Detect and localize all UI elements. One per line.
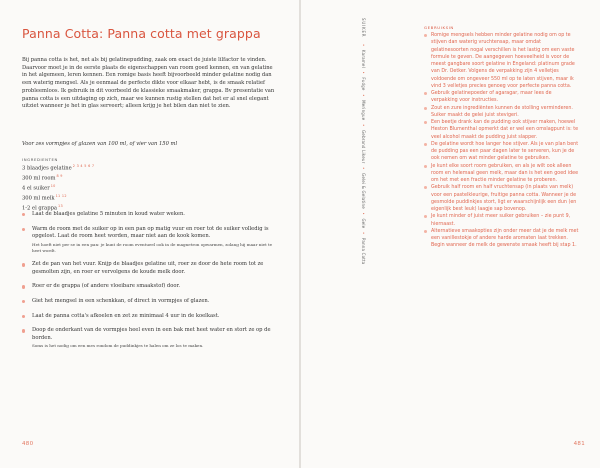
- bullet-dot-icon: [22, 300, 25, 303]
- intro-paragraph: Bij panna cotta is het, net als bij gelatinepudding, zaak om exact de juiste lilfactor te vinden. Daarvoor moet je in de eerste plaats de eigenschappen van room goed kennen, en van gelatine in het algemeen, leren kennen. Een romige basis heeft bijvoorbeeld minder gelatine nodig dan een waterig mengsel. Als je eenmaal de perfecte dikte voor elkaar hebt, is de smaak relatief probleemloos. Ik gebruik in dit voorbeeld de klassieke smaakmaker, grappa. Bv presentatie van panna cotta is een uitdaging op zich, maar we kunnen rustig stellen dat het er al snel elegant uitziet wanneer je het in glas serveert; alleen krijg je het bilen dan niet te zien.: [22, 57, 275, 110]
- variation-item: [424, 32, 579, 90]
- ingredient-text: 1-2 el grappa: [22, 205, 58, 212]
- method-step: [22, 261, 278, 276]
- variation-text: Zout en zure ingrediënten kunnen de stolling verminderen. Suiker maakt de gelei juist stevigeri.: [431, 105, 573, 118]
- step-text: Roer er de grappa (of andere vloeibare smaakstof) door.: [32, 283, 181, 290]
- chapter-heading: SUIKER: [361, 18, 366, 38]
- ingredient-item: [22, 193, 94, 203]
- ingredient-ref: 2 3 4 5 6 7: [72, 164, 95, 168]
- step-text: Zet de pan van het vuur. Knijp de blaadjes gelatine uit, roer ze door de hete room tot ze gesmolten zijn, en roer er vervolgens de koude melk door.: [32, 261, 264, 275]
- separator-dot-icon: •: [361, 94, 366, 97]
- method-step: [22, 313, 278, 321]
- bullet-dot-icon: [424, 121, 427, 124]
- variation-item: [424, 90, 579, 105]
- bullet-dot-icon: [22, 263, 25, 266]
- ingredient-item: [22, 173, 94, 183]
- method-step: [22, 283, 278, 291]
- variations-list: [424, 32, 579, 250]
- ingredient-ref: 10: [50, 183, 56, 188]
- separator-dot-icon: •: [361, 231, 366, 235]
- chapter-nav-item: Meringue: [361, 100, 366, 121]
- chapter-nav-item: Panna Cotta: [361, 237, 366, 265]
- chapter-nav-item: Gebrand Likeur: [361, 129, 366, 164]
- variation-item: [424, 141, 579, 163]
- page-title: Panna Cotta: Panna cotta met grappa: [22, 26, 261, 41]
- variation-item: [424, 163, 579, 185]
- step-tip: Soms is het nodig om een mes rondom de puddinkjes te halen om ze los te maken.: [32, 343, 204, 349]
- variation-text: Gebruik half room en half vruchtensap (in plaats van melk) voor een pastelkleurige, fruitige panna cotta. Wanneer je de gesmolde puddinkjes stort, ligt er waarschijnlijk een dun (en eigenlijk best leuk) laagje sap bovenop.: [431, 185, 577, 212]
- ingredient-item: [22, 163, 94, 173]
- variation-text: Een beetje drank kan de pudding ook stijver maken, hoewel Heston Blumenthal opmerkt dat er wel een omslagpunt is: te veel alcohol maakt de pudding juist slapper.: [431, 120, 579, 140]
- variation-item: [424, 119, 579, 141]
- ingredient-ref: 8 9: [56, 173, 63, 178]
- bullet-dot-icon: [424, 215, 427, 218]
- variation-text: De gelatine wordt hoe langer hoe stijver. Als je van plan bent de pudding pas een paar dagen later te serveren, kun je de ook nemen om wat minder gelatine te gebruiken.: [431, 141, 579, 162]
- method-step: [22, 327, 278, 349]
- method-steps: [22, 211, 278, 357]
- variation-item: [424, 105, 579, 120]
- bullet-dot-icon: [22, 285, 25, 288]
- bullet-dot-icon: [424, 107, 427, 110]
- step-tip: Het hoeft niet per se in een pan: je kunt de room eventueel ook in de magnetron opwarmen, zolang hij maar niet te heet wordt.: [32, 241, 273, 253]
- bullet-dot-icon: [424, 34, 427, 37]
- serving-note: Voor zes vormpjes of glazen van 100 ml, of vier van 150 ml: [22, 141, 178, 147]
- bullet-dot-icon: [424, 186, 427, 189]
- ingredients-heading: INGREDIENTEN: [22, 157, 58, 162]
- variation-item: [424, 184, 579, 213]
- step-text: Giet het mengsel in een schenkkan, of direct in vormpjes of glazen.: [32, 297, 210, 304]
- bullet-dot-icon: [424, 165, 427, 168]
- variation-text: Je kunt minder of juist meer suiker gebruiken – zie punt 9, hiernaast.: [431, 214, 571, 227]
- chapter-nav-item: Gele: [361, 218, 366, 229]
- separator-dot-icon: •: [361, 43, 366, 47]
- separator-dot-icon: •: [361, 166, 366, 170]
- separator-dot-icon: •: [361, 212, 366, 215]
- ingredient-item: [22, 183, 94, 193]
- ingredient-text: 300 ml melk: [22, 195, 55, 202]
- variation-text: Romige mengsels hebben minder gelatine nodig om op te stijven dan waterig vruchtensap, maar omdat gelatinesoorten nogal verschillen is het lastig om een vaste formule te geven. De aangegeven hoeveelheid is voor de meest gangbare soort gelatine in Engeland: platinum grade van Dr. Oetker. Volgens de verpakking zijn 4 velletjes voldoende om ongeveer 550 ml op te laten stijven, maar ik vind 3 velletjes precies genoeg voor perfecte panna cotta.: [431, 33, 575, 89]
- step-text: Laat de panna cotta's afkoelen en zet ze minimaal 4 uur in de koelkast.: [32, 312, 220, 319]
- bullet-dot-icon: [424, 92, 427, 95]
- bullet-dot-icon: [22, 329, 25, 332]
- method-step: [22, 298, 278, 306]
- ingredients-list: [22, 163, 94, 213]
- bullet-dot-icon: [22, 315, 25, 318]
- page-number-right: 481: [573, 441, 585, 447]
- page-number-left: 480: [22, 441, 34, 447]
- method-step: [22, 226, 278, 255]
- left-page: [0, 0, 299, 468]
- ingredient-ref: 13: [58, 203, 63, 208]
- bullet-dot-icon: [22, 213, 25, 216]
- separator-dot-icon: •: [361, 123, 366, 127]
- step-text: Doop de onderkant van de vormpjes heel even in een bak met heet water en stort ze op de borden.: [32, 327, 271, 341]
- variations-heading: GEBRUIKSIN: [424, 25, 454, 30]
- ingredient-ref: 11 12: [55, 193, 67, 198]
- chapter-nav-item: Gelei & Gelatine: [361, 173, 366, 209]
- chapter-navigation-strip: [359, 18, 368, 265]
- bullet-dot-icon: [424, 230, 427, 233]
- bullet-dot-icon: [424, 143, 427, 146]
- ingredient-text: 4 el suiker: [22, 185, 50, 192]
- method-step: [22, 211, 278, 219]
- variation-item: [424, 228, 579, 250]
- step-text: Warm de room met de suiker op in een pan op matig vuur en roer tot de suiker volledig is opgelost. Laat de room heet worden, maar niet aan de kook komen.: [32, 225, 269, 240]
- variation-text: Gebruik gelatinepoeder of agaragar, maar lees de verpakking voor instructies.: [431, 91, 552, 104]
- variation-item: [424, 213, 579, 228]
- variation-text: Je kunt elke soort room gebruiken, en als je wilt ook alleen room en helemaal geen melk, maar dan is het een goed idee om het met een fractie minder gelatine te proberen.: [431, 163, 579, 183]
- chapter-nav-item: Fudge: [361, 77, 366, 91]
- step-text: Laat de blaadjes gelatine 5 minuten in koud water weken.: [32, 211, 185, 217]
- ingredient-text: 300 ml room: [22, 175, 56, 182]
- chapter-nav-item: Karamel: [361, 49, 366, 68]
- bullet-dot-icon: [22, 228, 25, 231]
- ingredient-text: 3 blaadjes gelatine: [22, 165, 72, 172]
- separator-dot-icon: •: [361, 71, 366, 74]
- variation-text: Alternatieve smaakopties zijn onder meer dat je de melk met een vanillestokje of andere harde aromaten laat trekken. Begin wanneer de melk de gewenste smaak heeft bij stap 1.: [431, 228, 579, 249]
